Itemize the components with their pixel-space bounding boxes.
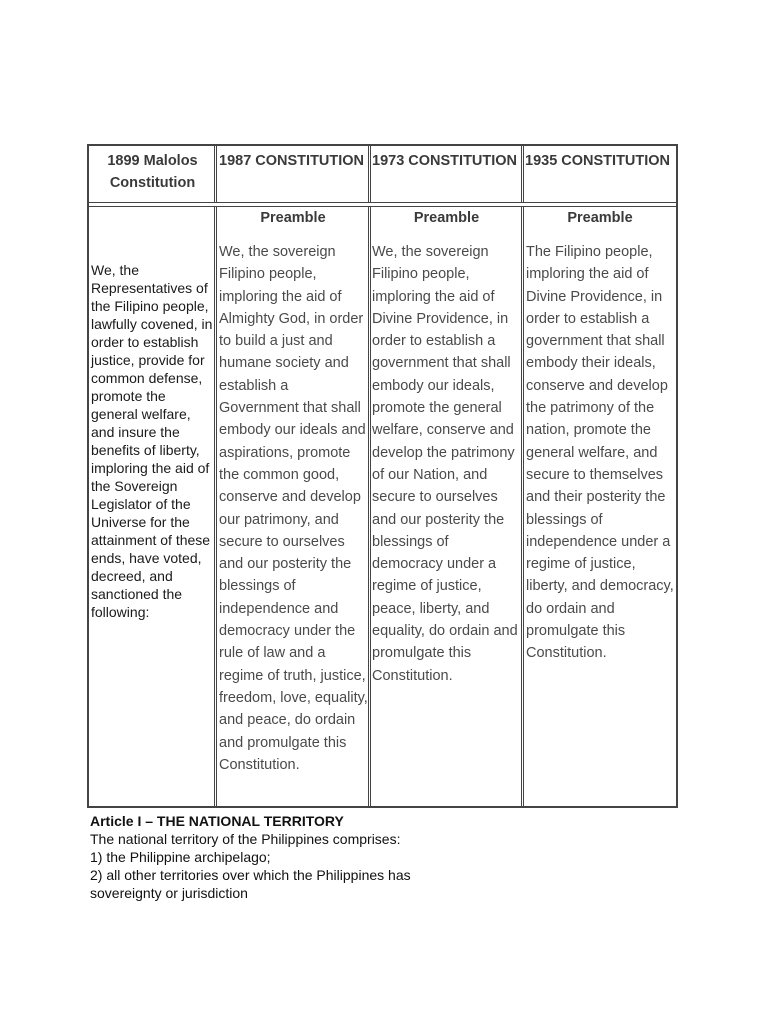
article-section xyxy=(90,812,690,902)
article-item-1: 1) the Philippine archipelago; xyxy=(90,849,271,865)
header-1973: 1973 CONSTITUTION xyxy=(372,153,518,169)
header-1987: 1987 CONSTITUTION xyxy=(219,153,365,169)
preamble-text-1935: The Filipino people, imploring the aid of Divine Providence, in order to establish a government that shall embody their ideals, conserve and develop the patrimony of the nation, promote the general welfare, and secure to themselves and their posterity the blessings of independence under a regime of justice, liberty, and democracy, do ordain and promulgate this Constitution. xyxy=(526,244,674,662)
constitution-comparison-table xyxy=(87,144,678,808)
preamble-text-1973: We, the sovereign Filipino people, imploring the aid of Divine Providence, in order to establish a government that shall embody our ideals, promote the general welfare, conserve and develop the patrimony of our Nation, and secure to ourselves and our posterity the blessings of democracy under a regime of justice, peace, liberty, and equality, do ordain and promulgate this Constitution. xyxy=(372,244,518,684)
header-malolos: 1899 Malolos Constitution xyxy=(107,153,198,191)
preamble-heading-1973: Preamble xyxy=(413,210,480,226)
preamble-text-1987: We, the sovereign Filipino people, imploring the aid of Almighty God, in order to build a just and humane society and establish a Government that shall embody our ideals and aspirations, promote the common good, conserve and develop our patrimony, and secure to ourselves and our posterity the blessings of independence and democracy under the rule of law and a regime of truth, justice, freedom, love, equality, and peace, do ordain and promulgate this Constitution. xyxy=(219,244,368,773)
malolos-preamble-text: We, the Representatives of the Filipino people, lawfully covened, in order to establish justice, provide for common defense, promote the general welfare, and insure the benefits of liberty, imploring the aid of the Sovereign Legislator of the Universe for the attainment of these ends, have voted, decreed, and sanctioned the following: xyxy=(91,262,213,620)
article-intro: The national territory of the Philippines comprises: xyxy=(90,831,401,847)
article-item-2: 2) all other territories over which the Philippines has sovereignty or jurisdiction xyxy=(90,867,411,901)
header-1935: 1935 CONSTITUTION xyxy=(525,153,671,169)
preamble-heading-1987: Preamble xyxy=(260,210,326,226)
article-title: Article I – THE NATIONAL TERRITORY xyxy=(90,813,344,829)
row-divider xyxy=(89,202,676,207)
preamble-heading-1935: Preamble xyxy=(567,210,633,226)
